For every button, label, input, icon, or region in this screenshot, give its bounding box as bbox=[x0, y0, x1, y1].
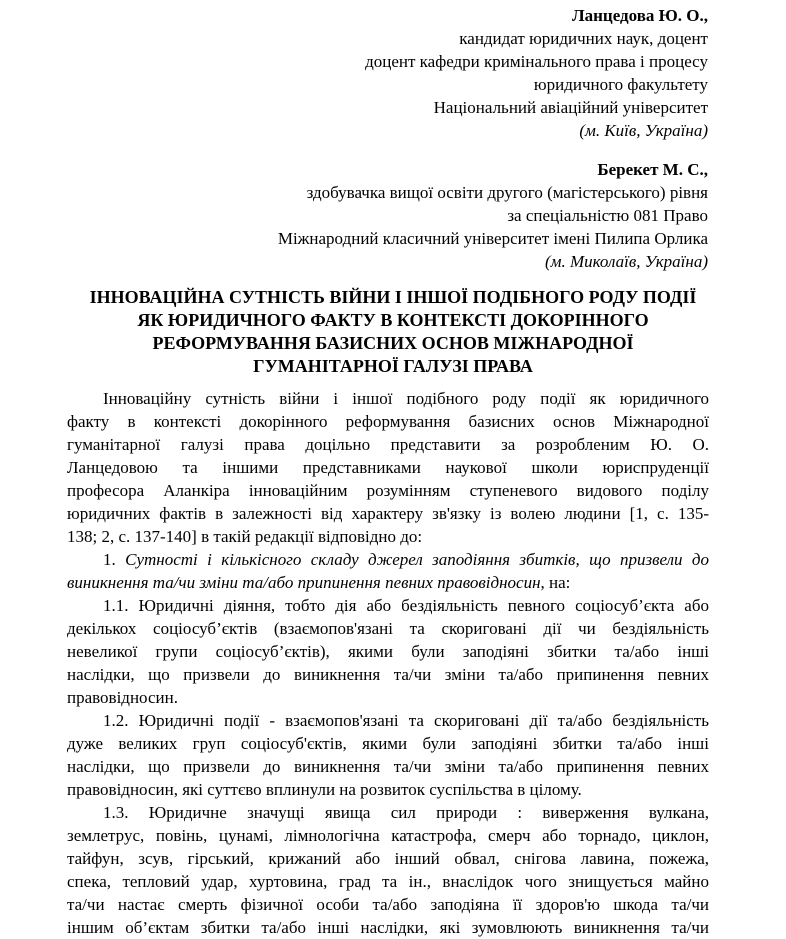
item11-line: наслідки, що призвели до виникнення та/чи зміни та/або припинення певних bbox=[67, 665, 709, 684]
item11-line: 1.1. Юридичні діяння, тобто дія або бездіяльність певного соціосуб’єкта або bbox=[103, 596, 709, 615]
item13-line: спека, тепловий удар, хуртовина, град та ін., внаслідок чого знищується майно bbox=[67, 872, 709, 891]
item12-line: дуже великих груп соціосуб'єктів, якими були заподіяні збитки та/або інші bbox=[67, 734, 709, 753]
author2-specialty: за спеціальністю 081 Право bbox=[507, 206, 708, 225]
author1-faculty: юридичного факультету bbox=[533, 75, 708, 94]
intro-line: юридичних фактів в залежності від характеру зв'язку із волею людини [1, с. 135- bbox=[67, 504, 709, 523]
paper-title-line-2: ЯК ЮРИДИЧНОГО ФАКТУ В КОНТЕКСТІ ДОКОРІННОГО bbox=[137, 310, 649, 330]
author1-position: доцент кафедри кримінального права і процесу bbox=[365, 52, 708, 71]
author1-university: Національний авіаційний університет bbox=[433, 98, 708, 117]
author2-university: Міжнародний класичний університет імені Пилипа Орлика bbox=[277, 229, 708, 248]
author2-city: (м. Миколаїв, Україна) bbox=[544, 252, 708, 271]
item11-line: невеликої групи соціосуб’єктів), якими були заподіяні збитки та/або інші bbox=[67, 642, 709, 661]
item12-line: 1.2. Юридичні події - взаємопов'язані та скориговані дії та/або бездіяльність bbox=[103, 711, 709, 730]
author1-city: (м. Київ, Україна) bbox=[579, 121, 708, 140]
paper-title-line-4: ГУМАНІТАРНОЇ ГАЛУЗІ ПРАВА bbox=[253, 356, 533, 376]
item1-italic-text: Сутності і кількісного складу джерел заподіяння збитків, що призвели до bbox=[125, 550, 710, 569]
item1-tail: , на: bbox=[540, 573, 571, 592]
item1-line-1 bbox=[103, 549, 709, 571]
item13-line: тайфун, зсув, гірський, крижаний або інший обвал, снігова лавина, пожежа, bbox=[67, 849, 709, 868]
item11-line: правовідносин. bbox=[67, 688, 178, 707]
item12-line: правовідносин, які суттєво вплинули на розвиток суспільства в цілому. bbox=[67, 780, 582, 799]
intro-line: 138; 2, с. 137-140] в такій редакції відповідно до: bbox=[67, 527, 423, 546]
paper-title-line-1: ІННОВАЦІЙНА СУТНІСТЬ ВІЙНИ І ІНШОЇ ПОДІБНОГО РОДУ ПОДІЇ bbox=[89, 287, 697, 307]
intro-line: гуманітарної галузі права доцільно представити за розробленим Ю. О. bbox=[67, 435, 709, 454]
item11-line: декількох соціосуб’єктів (взаємопов'язані та скориговані дії чи бездіяльність bbox=[67, 619, 709, 638]
item12-line: наслідки, що призвели до виникнення та/чи зміни та/або припинення певних bbox=[67, 757, 709, 776]
paper-title-line-3: РЕФОРМУВАННЯ БАЗИСНИХ ОСНОВ МІЖНАРОДНОЇ bbox=[152, 333, 634, 353]
item1-line-2 bbox=[67, 572, 709, 594]
item1-italic-text: виникнення та/чи зміни та/або припинення певних правовідносин bbox=[67, 573, 541, 592]
intro-line: факту в контексті докорінного реформування базисних основ Міжнародної bbox=[67, 412, 709, 431]
item1-number: 1. bbox=[103, 550, 126, 569]
item13-line: та/чи настає смерть фізичної особи та/або заподіяна її здоров'ю шкода та/чи bbox=[67, 895, 709, 914]
item13-line: іншим об’єктам збитки та/або інші наслідки, які зумовлюють виникнення та/чи bbox=[67, 918, 709, 937]
item13-line: 1.3. Юридичне значущі явища сил природи : виверження вулкана, bbox=[103, 803, 709, 822]
author1-name: Ланцедова Ю. О., bbox=[571, 6, 708, 25]
intro-line: Ланцедовою та іншими представниками наукової школи юриспруденції bbox=[67, 458, 709, 477]
intro-line: професора Аланкіра інноваційним розумінням ступеневого видового поділу bbox=[67, 481, 709, 500]
item13-line: землетрус, повінь, цунамі, лімнологічна катастрофа, смерч або торнадо, циклон, bbox=[67, 826, 709, 845]
intro-line: Інноваційну сутність війни і іншої подібного роду події як юридичного bbox=[103, 389, 709, 408]
author2-name: Берекет М. С., bbox=[597, 160, 708, 179]
author2-degree: здобувачка вищої освіти другого (магістерського) рівня bbox=[306, 183, 708, 202]
author1-degree: кандидат юридичних наук, доцент bbox=[459, 29, 708, 48]
